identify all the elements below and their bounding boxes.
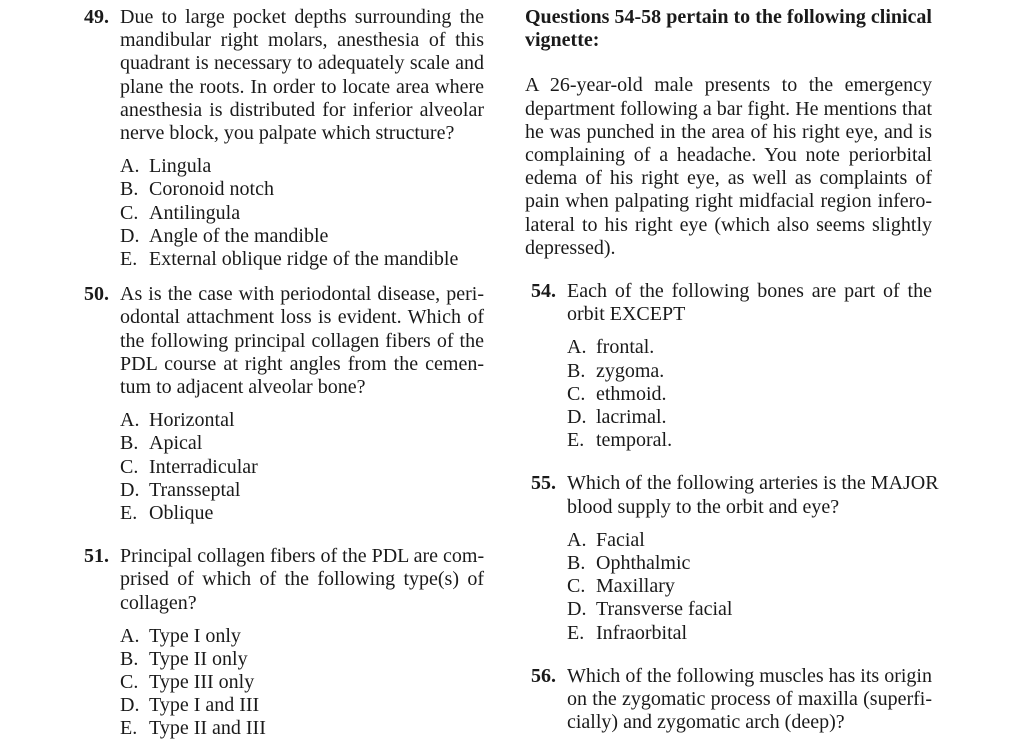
option-text: Facial (596, 528, 645, 551)
option-text: zygoma. (596, 359, 665, 382)
answer-option (567, 383, 932, 406)
stem-line: Which of the following muscles has its origin (567, 664, 932, 687)
question-55 (531, 472, 939, 644)
option-text: ethmoid. (596, 382, 667, 405)
answer-option (120, 409, 484, 432)
answer-options (120, 409, 484, 525)
option-letter: A. (120, 409, 140, 432)
option-letter: B. (567, 551, 586, 574)
answer-option (567, 429, 932, 452)
option-text: lacrimal. (596, 406, 667, 428)
vignette-line: department following a bar fight. He mentions that (525, 97, 932, 120)
option-text: Type III only (149, 671, 255, 694)
option-letter: B. (120, 432, 139, 455)
option-text: frontal. (596, 336, 655, 359)
option-letter: D. (120, 224, 140, 247)
answer-option (120, 694, 484, 717)
stem-line: on the zygomatic process of maxilla (superfi- (567, 687, 932, 710)
option-letter: E. (567, 621, 585, 644)
vignette-line: lateral to his right eye (which also seems slightly (525, 213, 932, 236)
heading-line: Questions 54-58 pertain to the following clinical (525, 6, 932, 28)
option-text: Infraorbital (596, 621, 688, 644)
stem-line: anesthesia is distributed for inferior alveolar (120, 98, 484, 121)
answer-option (120, 248, 484, 271)
question-stem (567, 280, 932, 326)
answer-option (567, 575, 932, 598)
question-number: 50. (84, 283, 109, 306)
answer-option (120, 456, 484, 479)
option-text: Lingula (149, 155, 212, 178)
option-text: Apical (149, 432, 203, 455)
option-text: Angle of the mandible (149, 224, 329, 247)
stem-line: Principal collagen fibers of the PDL are com- (120, 545, 485, 568)
option-text: Type II and III (149, 717, 266, 740)
option-text: External oblique ridge of the mandible (149, 247, 459, 270)
clinical-vignette (525, 74, 932, 260)
answer-option (120, 479, 484, 502)
answer-option (120, 717, 484, 740)
question-number: 49. (84, 6, 109, 28)
option-text: Oblique (149, 501, 214, 524)
stem-line: cially) and zygomatic arch (deep)? (567, 711, 845, 734)
answer-options (567, 529, 932, 645)
question-number: 55. (531, 472, 556, 495)
answer-option (120, 202, 484, 225)
question-50 (84, 283, 484, 525)
stem-line: collagen? (120, 591, 197, 614)
answer-option (567, 360, 932, 383)
vignette-line: depressed). (525, 236, 616, 259)
option-letter: C. (120, 671, 139, 694)
question-54 (531, 280, 932, 452)
answer-option (567, 552, 932, 575)
option-letter: E. (120, 247, 138, 270)
option-letter: B. (120, 178, 139, 201)
vignette-line: pain when palpating right midfacial region infero- (525, 190, 932, 213)
stem-line: the following principal collagen fibers of the (120, 329, 484, 352)
option-text: temporal. (596, 429, 673, 452)
stem-line: Due to large pocket depths surrounding the (120, 6, 484, 28)
option-text: Type I and III (149, 694, 260, 717)
answer-option (567, 336, 932, 359)
answer-option (120, 225, 484, 248)
option-text: Horizontal (149, 409, 235, 432)
option-text: Interradicular (149, 455, 258, 478)
stem-line: mandibular right molars, anesthesia of this (120, 29, 484, 52)
answer-options (120, 625, 484, 741)
answer-option (567, 622, 932, 645)
option-letter: C. (567, 382, 586, 405)
question-number: 56. (531, 664, 556, 687)
stem-line: quadrant is necessary to adequately scale and (120, 52, 484, 75)
option-letter: A. (567, 528, 587, 551)
answer-option (120, 625, 484, 648)
question-56 (531, 665, 932, 735)
answer-option (120, 502, 484, 525)
stem-line: orbit EXCEPT (567, 303, 686, 326)
vignette-line: A 26-year-old male presents to the emergency (525, 74, 932, 97)
option-text: Maxillary (596, 575, 675, 598)
answer-option (120, 648, 484, 671)
vignette-line: complaining of a headache. You note periorbital (525, 144, 932, 167)
answer-options (567, 336, 932, 452)
question-49 (84, 6, 484, 271)
question-stem (120, 545, 484, 615)
stem-line: Each of the following bones are part of the (567, 280, 932, 303)
right-column (525, 6, 939, 734)
option-letter: B. (120, 647, 139, 670)
option-text: Type I only (149, 624, 241, 647)
question-stem (120, 6, 484, 145)
question-51 (84, 545, 484, 741)
option-letter: D. (120, 694, 140, 717)
option-letter: C. (120, 455, 139, 478)
answer-option (120, 671, 484, 694)
option-letter: C. (120, 201, 139, 224)
option-letter: D. (567, 406, 587, 428)
stem-line: As is the case with periodontal disease, peri- (120, 283, 484, 306)
stem-line: Which of the following arteries is the MAJOR (567, 472, 939, 495)
stem-line: odontal attachment loss is evident. Which of (120, 306, 484, 329)
answer-option (567, 529, 932, 552)
heading-line: vignette: (525, 29, 600, 52)
option-letter: D. (567, 598, 587, 621)
answer-option (567, 598, 932, 621)
answer-option (120, 432, 484, 455)
question-number: 54. (531, 280, 556, 303)
answer-option (120, 155, 484, 178)
question-stem (567, 472, 939, 518)
option-text: Coronoid notch (149, 178, 274, 201)
option-text: Transseptal (149, 478, 241, 501)
question-stem (120, 283, 484, 399)
option-letter: B. (567, 359, 586, 382)
stem-line: tum to adjacent alveolar bone? (120, 375, 366, 398)
stem-line: prised of which of the following type(s) of (120, 568, 484, 591)
option-letter: E. (120, 501, 138, 524)
option-letter: C. (567, 575, 586, 598)
stem-line: blood supply to the orbit and eye? (567, 495, 840, 518)
question-stem (567, 665, 932, 735)
stem-line: plane the roots. In order to locate area where (120, 75, 484, 98)
vignette-line: he was punched in the area of his right eye, and is (525, 120, 932, 143)
option-text: Transverse facial (596, 598, 733, 621)
vignette-heading (525, 6, 932, 52)
answer-options (120, 155, 484, 271)
vignette-line: edema of his right eye, as well as complaints of (525, 167, 932, 190)
stem-line: nerve block, you palpate which structure? (120, 122, 455, 145)
stem-line: PDL course at right angles from the cemen- (120, 352, 484, 375)
option-letter: A. (120, 155, 140, 178)
option-letter: A. (120, 624, 140, 647)
option-text: Ophthalmic (596, 551, 691, 574)
option-text: Antilingula (149, 201, 241, 224)
question-number: 51. (84, 545, 109, 568)
answer-option (567, 406, 932, 429)
option-letter: E. (120, 717, 138, 740)
left-column (84, 6, 484, 741)
option-letter: E. (567, 429, 585, 452)
option-letter: A. (567, 336, 587, 359)
option-letter: D. (120, 478, 140, 501)
answer-option (120, 178, 484, 201)
option-text: Type II only (149, 647, 248, 670)
